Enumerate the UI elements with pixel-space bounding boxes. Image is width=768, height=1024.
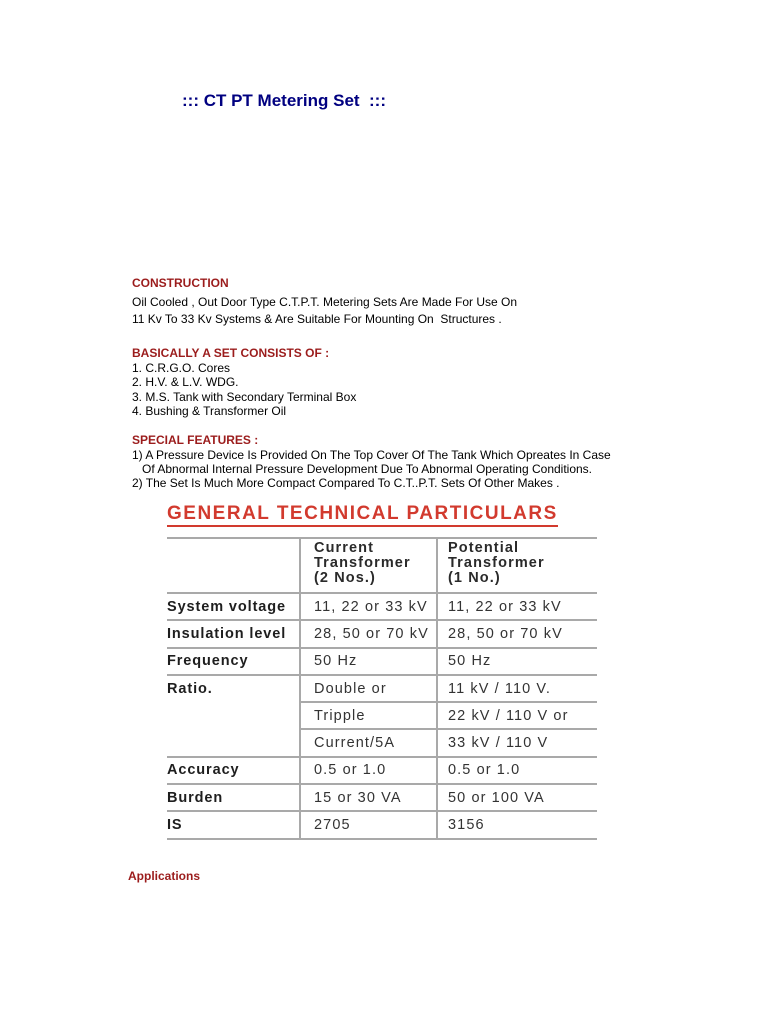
component-list-item: 2. H.V. & L.V. WDG. [132,375,239,390]
parameter-label-cell: Burden [167,784,300,811]
technical-particulars-heading: GENERAL TECHNICAL PARTICULARS [167,503,558,527]
construction-text-line: Oil Cooled , Out Door Type C.T.P.T. Metering Sets Are Made For Use On [132,295,518,309]
potential-transformer-value-cell: 11 kV / 110 V. [437,675,597,702]
parameter-label-cell: Frequency [167,648,300,675]
current-transformer-value-cell: 2705 [300,811,437,838]
table-row [167,620,597,647]
table-row [167,648,597,675]
construction-paragraph [132,294,517,328]
table-row [167,729,597,756]
potential-transformer-value-cell: 3156 [437,811,597,838]
table-row [167,784,597,811]
construction-text-line: 11 Kv To 33 Kv Systems & Are Suitable For Mounting On Structures . [132,312,502,326]
pt-header-line: (1 No.) [448,570,501,586]
ct-header-line: Transformer [314,555,411,571]
header-blank-cell [167,538,300,593]
table-row [167,702,597,729]
table-row [167,675,597,702]
component-list-item: 4. Bushing & Transformer Oil [132,403,287,418]
parameter-label-cell: Ratio. [167,675,300,702]
component-list-item: 3. M.S. Tank with Secondary Terminal Box [132,389,357,404]
ct-header-line: Current [314,540,375,556]
ct-header-line: (2 Nos.) [314,570,376,586]
set-components-list [132,361,356,418]
component-list-item: 1. C.R.G.O. Cores [132,361,231,375]
table-row [167,811,597,838]
special-features-heading: SPECIAL FEATURES : [132,433,259,447]
potential-transformer-value-cell: 50 Hz [437,648,597,675]
current-transformer-value-cell: 0.5 or 1.0 [300,757,437,784]
current-transformer-value-cell: Tripple [300,702,437,729]
technical-particulars-table [167,537,597,840]
pt-header-line: Transformer [448,555,545,571]
potential-transformer-value-cell: 22 kV / 110 V or [437,702,597,729]
parameter-label-cell: IS [167,811,300,838]
parameter-label-cell: Insulation level [167,620,300,647]
page-title: ::: CT PT Metering Set ::: [182,91,386,110]
potential-transformer-value-cell: 33 kV / 110 V [437,729,597,756]
parameter-label-cell: Accuracy [167,757,300,784]
current-transformer-value-cell: 50 Hz [300,648,437,675]
feature-text-line: Of Abnormal Internal Pressure Development Due To Abnormal Operating Conditions. [132,462,593,476]
pt-header-line: Potential [448,540,520,556]
current-transformer-value-cell: 11, 22 or 33 kV [300,593,437,620]
table-row [167,593,597,620]
feature-text-line: 1) A Pressure Device Is Provided On The Top Cover Of The Tank Which Opreates In Case [132,448,611,462]
potential-transformer-value-cell: 50 or 100 VA [437,784,597,811]
table-header-row [167,538,597,593]
feature-text-line: 2) The Set Is Much More Compact Compared To C.T..P.T. Sets Of Other Makes . [132,476,560,490]
parameter-label-cell [167,729,300,756]
table-row [167,757,597,784]
current-transformer-value-cell: Double or [300,675,437,702]
potential-transformer-header [437,538,597,593]
parameter-label-cell [167,702,300,729]
current-transformer-value-cell: Current/5A [300,729,437,756]
potential-transformer-value-cell: 0.5 or 1.0 [437,757,597,784]
parameter-label-cell: System voltage [167,593,300,620]
special-features-list [132,448,611,490]
construction-heading: CONSTRUCTION [132,276,229,290]
current-transformer-value-cell: 28, 50 or 70 kV [300,620,437,647]
potential-transformer-value-cell: 28, 50 or 70 kV [437,620,597,647]
current-transformer-header [300,538,437,593]
applications-heading: Applications [128,869,201,883]
potential-transformer-value-cell: 11, 22 or 33 kV [437,593,597,620]
set-components-heading: BASICALLY A SET CONSISTS OF : [132,346,330,360]
current-transformer-value-cell: 15 or 30 VA [300,784,437,811]
